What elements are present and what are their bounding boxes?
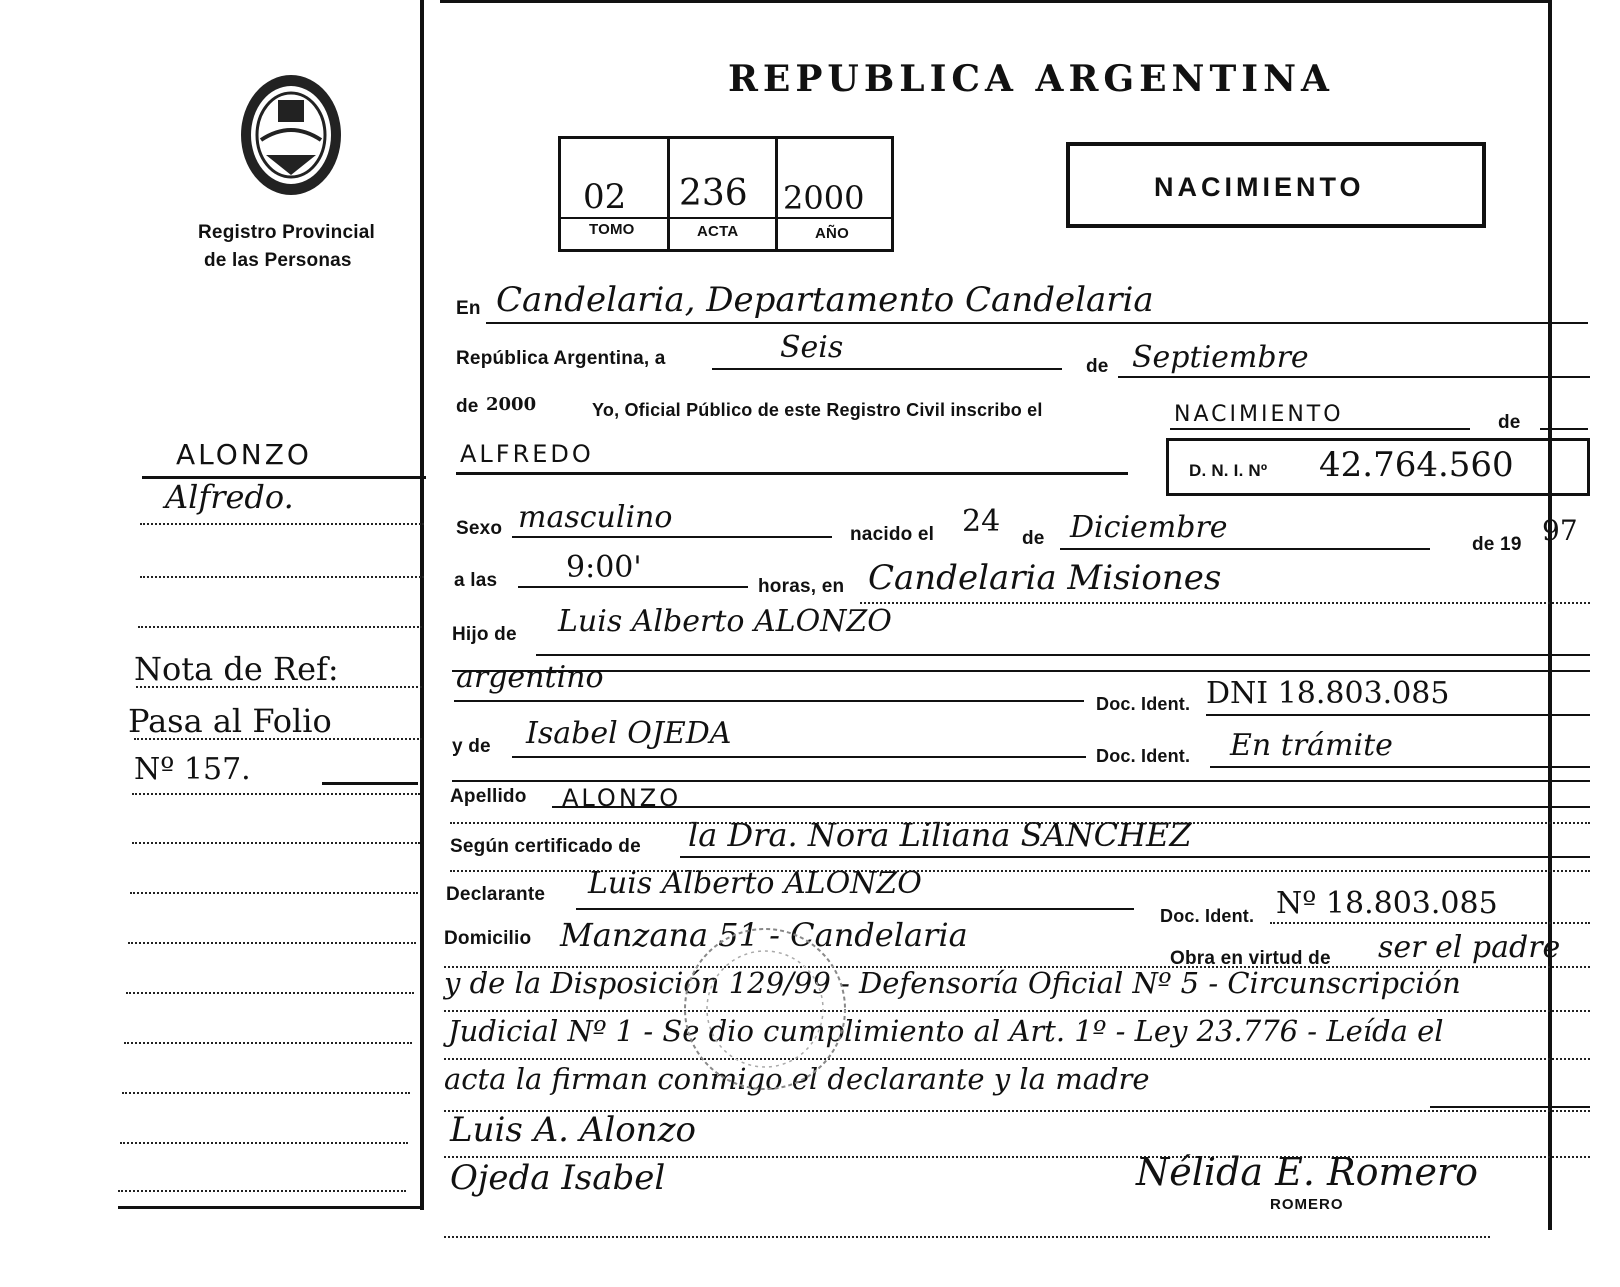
margin-dotted-line: [140, 576, 424, 578]
declarante-value: Luis Alberto ALONZO: [588, 866, 922, 901]
de-year-prefix: de 19: [1472, 534, 1522, 555]
margin-dotted-line: [136, 686, 422, 688]
de-label3: de: [1022, 528, 1045, 549]
mother-doc-line2: [452, 780, 1590, 782]
record-type-box: [1066, 142, 1486, 228]
sexo-label: Sexo: [456, 518, 503, 539]
obra-label: Obra en virtud de: [1170, 948, 1331, 969]
declarante-label: Declarante: [446, 884, 546, 905]
top-border: [440, 0, 1548, 3]
left-bottom-border: [118, 1206, 420, 1209]
record-id-box: [558, 136, 894, 252]
obra-value: ser el padre: [1378, 930, 1561, 965]
sexo-value: masculino: [518, 500, 673, 535]
birth-month: Diciembre: [1070, 510, 1228, 545]
place: Candelaria, Departamento Candelaria: [496, 280, 1154, 320]
signature-father: Luis A. Alonzo: [450, 1110, 696, 1150]
margin-note-underline: [322, 782, 418, 785]
margin-dotted-line: [132, 793, 420, 795]
apellido-label: Apellido: [450, 786, 527, 807]
margin-dotted-line: [118, 1190, 406, 1192]
margin-note-line3: Nº 157.: [134, 752, 251, 787]
dni-value: 42.764.560: [1319, 445, 1514, 485]
registry-name-line2: de las Personas: [204, 250, 352, 271]
domicilio-value: Manzana 51 - Candelaria: [560, 916, 968, 954]
declarante-line: [576, 908, 1134, 910]
a-las-label: a las: [454, 570, 498, 591]
inscribe-line: [1170, 428, 1470, 430]
birth-place-line: [860, 602, 1590, 604]
signature-mother: Ojeda Isabel: [450, 1158, 666, 1198]
text-line2: Judicial Nº 1 - Se dio cumplimiento al Art. 1º - Ley 23.776 - Leída el: [448, 1014, 1444, 1048]
father-nationality: argentino: [456, 660, 604, 695]
text-line1: y de la Disposición 129/99 - Defensoría Oficial Nº 5 - Circunscripción: [444, 966, 1461, 1000]
official-seal-text: ROMERO: [1270, 1196, 1344, 1213]
right-border: [1548, 0, 1552, 1230]
mother-name-line: [512, 756, 1086, 758]
margin-dotted-line: [122, 1092, 410, 1094]
de-year-label: de: [456, 396, 479, 417]
margin-dotted-line: [120, 1142, 408, 1144]
doc-ident-label-declarante: Doc. Ident.: [1160, 906, 1255, 926]
certificante-line: [680, 856, 1590, 858]
declarante-doc: Nº 18.803.085: [1276, 886, 1498, 921]
birth-day: 24: [962, 504, 1001, 539]
text-line3: acta la firman conmigo el declarante y la madre: [444, 1062, 1150, 1096]
birth-place: Candelaria Misiones: [868, 558, 1222, 598]
year-short: 2000: [486, 394, 537, 415]
margin-dotted-line: [128, 942, 416, 944]
ano-value: 2000: [783, 179, 865, 217]
margin-given-name: Alfredo.: [165, 478, 294, 516]
child-name-line: [456, 472, 1128, 475]
segun-label: Según certificado de: [450, 836, 641, 857]
sexo-line: [512, 536, 832, 538]
margin-dotted-line: [130, 892, 418, 894]
margin-dotted-line: [126, 992, 414, 994]
round-stamp: [680, 924, 850, 1094]
nacido-label: nacido el: [850, 524, 935, 545]
inscribe-type: NACIMIENTO: [1174, 402, 1344, 427]
hour-line: [518, 586, 748, 588]
child-name: ALFREDO: [460, 440, 594, 468]
declarante-dots: [1270, 922, 1590, 924]
margin-dotted-line: [138, 626, 422, 628]
country-title: REPUBLICA ARGENTINA: [728, 58, 1334, 100]
margin-dotted-line: [134, 738, 422, 740]
margin-note-line1: Nota de Ref:: [134, 650, 339, 688]
father-name-line: [536, 654, 1590, 656]
en-label: En: [456, 298, 481, 319]
text-line3-end: [1430, 1106, 1590, 1108]
apellido-line: [552, 806, 1590, 808]
y-de-label: y de: [452, 736, 491, 757]
coat-of-arms-seal: [236, 70, 346, 200]
margin-note-line2: Pasa al Folio: [128, 702, 332, 740]
father-doc-line: [1206, 714, 1590, 716]
father-name-line2: [452, 670, 1590, 672]
ano-label: AÑO: [815, 225, 849, 242]
mother-doc-line: [1210, 766, 1590, 768]
day-line: [712, 368, 1062, 370]
doc-ident-label-mother: Doc. Ident.: [1096, 746, 1191, 766]
dni-label: D. N. I. Nº: [1189, 461, 1268, 480]
apellido-value: ALONZO: [562, 784, 682, 812]
father-doc: DNI 18.803.085: [1206, 676, 1450, 711]
de-label: de: [1086, 356, 1109, 377]
mother-name: Isabel OJEDA: [526, 716, 732, 751]
margin-surname: ALONZO: [176, 438, 312, 471]
republica-label: República Argentina, a: [456, 348, 666, 369]
day-words: Seis: [780, 330, 844, 365]
margin-dotted-line: [124, 1042, 412, 1044]
left-column-divider: [420, 0, 424, 1210]
text-line1-dots: [444, 1010, 1590, 1012]
horas-label: horas, en: [758, 576, 845, 597]
tomo-label: TOMO: [589, 221, 635, 238]
signature-official: Nélida E. Romero: [1136, 1150, 1479, 1194]
nationality-line: [454, 700, 1084, 702]
de-line2: [1540, 428, 1588, 430]
signature-dots: [444, 1236, 1490, 1238]
record-type: NACIMIENTO: [1154, 172, 1365, 202]
month-line: [1118, 376, 1590, 378]
birth-year-suffix: 97: [1542, 514, 1578, 547]
dni-box: [1166, 438, 1590, 496]
domicilio-label: Domicilio: [444, 928, 532, 949]
de-label2: de: [1498, 412, 1521, 433]
month: Septiembre: [1132, 340, 1309, 375]
mother-doc: En trámite: [1230, 728, 1393, 763]
margin-dotted-line: [132, 842, 420, 844]
birth-month-line: [1060, 548, 1430, 550]
doc-ident-label-father: Doc. Ident.: [1096, 694, 1191, 714]
hour: 9:00': [566, 550, 642, 585]
place-line: [486, 322, 1588, 324]
oficial-text: Yo, Oficial Público de este Registro Civil inscribo el: [592, 400, 1043, 420]
registry-name-line1: Registro Provincial: [198, 222, 375, 243]
certificante: la Dra. Nora Liliana SANCHEZ: [688, 816, 1192, 854]
father-name: Luis Alberto ALONZO: [558, 604, 892, 639]
hijo-label: Hijo de: [452, 624, 517, 645]
acta-value: 236: [679, 173, 748, 214]
text-line2-dots: [444, 1058, 1590, 1060]
tomo-value: 02: [583, 177, 627, 217]
acta-label: ACTA: [697, 223, 739, 240]
margin-dotted-line: [140, 523, 424, 525]
